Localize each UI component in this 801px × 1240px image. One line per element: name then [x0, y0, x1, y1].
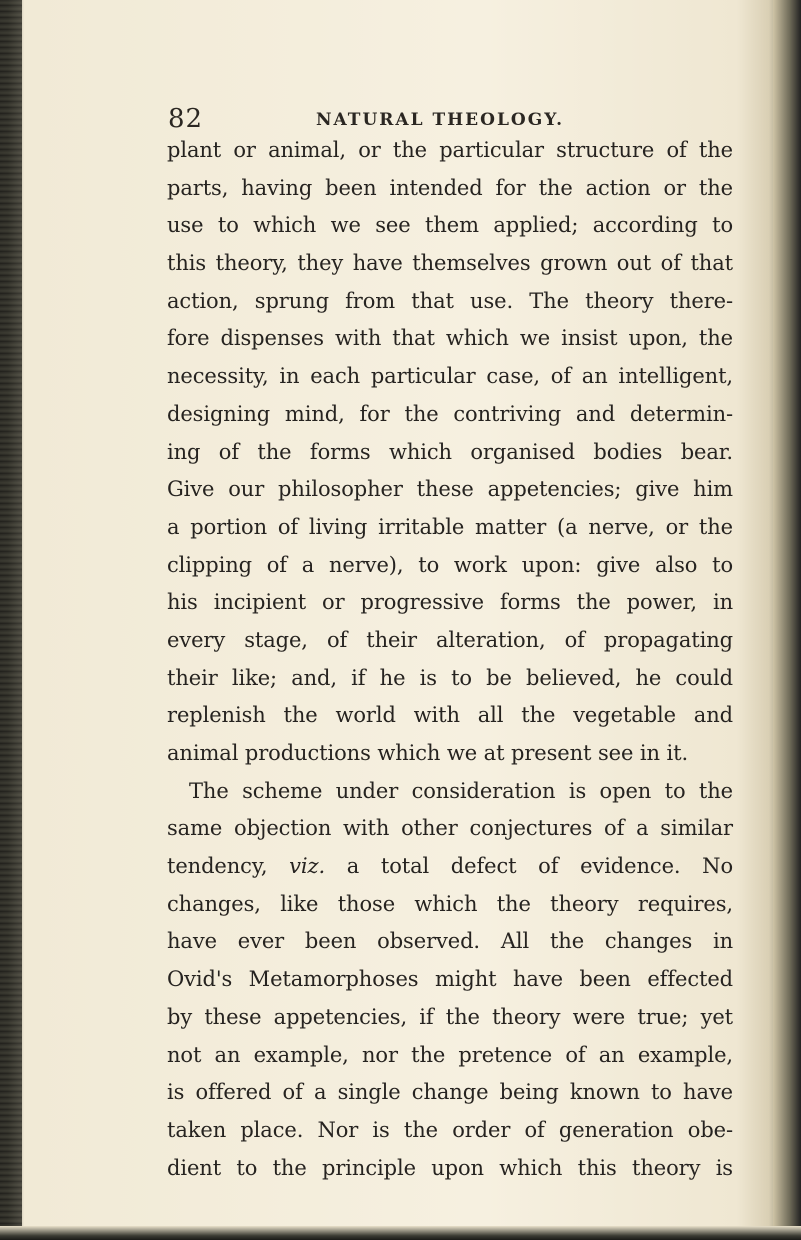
- text-line: fore dispenses with that which we insist upon, the: [167, 326, 733, 351]
- page-edge-bottom: [0, 1226, 801, 1240]
- text-line: their like; and, if he is to be believed, he could: [167, 665, 733, 690]
- text-line: a portion of living irritable matter (a nerve, or the: [167, 514, 733, 539]
- text-line: dient to the principle upon which this theory is: [167, 1155, 733, 1180]
- text-line: have ever been observed. All the changes in: [167, 929, 733, 954]
- text-line: The scheme under consideration is open to the: [189, 778, 733, 803]
- text-line: parts, having been intended for the action or the: [167, 175, 733, 200]
- text-line: clipping of a nerve), to work upon: give also to: [167, 552, 733, 577]
- running-head: NATURAL THEOLOGY.: [316, 110, 565, 130]
- text-line: ing of the forms which organised bodies bear.: [167, 439, 733, 464]
- page-edge-right: [773, 0, 801, 1240]
- text-line: necessity, in each particular case, of an intelligent,: [167, 364, 733, 389]
- binding-edge: [0, 0, 22, 1240]
- text-line: animal productions which we at present see in it.: [167, 741, 689, 765]
- text-line: designing mind, for the contriving and determin-: [167, 401, 733, 426]
- text-line: same objection with other conjectures of a similar: [167, 816, 733, 841]
- text-line: not an example, nor the pretence of an example,: [167, 1042, 733, 1067]
- text-line: every stage, of their alteration, of propagating: [167, 627, 733, 652]
- text-line: Give our philosopher these appetencies; give him: [167, 477, 733, 502]
- text-line: his incipient or progressive forms the power, in: [167, 590, 733, 615]
- text-line: use to which we see them applied; according to: [167, 213, 733, 238]
- text-line: by these appetencies, if the theory were true; yet: [167, 1004, 733, 1029]
- text-line: is offered of a single change being known to have: [167, 1080, 733, 1105]
- text-line-with-italic: [167, 848, 733, 886]
- text-line: replenish the world with all the vegetable and: [167, 703, 733, 728]
- text-line: Ovid's Metamorphoses might have been effected: [167, 967, 733, 992]
- text-line: changes, like those which the theory requires,: [167, 891, 733, 916]
- page-header: [168, 104, 728, 134]
- body-text: [167, 132, 733, 1187]
- text-line: action, sprung from that use. The theory there-: [167, 288, 733, 313]
- text-line: plant or animal, or the particular structure of the: [167, 138, 733, 162]
- italic-viz: viz.: [289, 854, 326, 879]
- text-segment: a total defect of evidence. No: [346, 854, 733, 879]
- text-line: this theory, they have themselves grown out of that: [167, 251, 733, 276]
- text-line: taken place. Nor is the order of generation obe-: [167, 1117, 733, 1142]
- page-number: 82: [168, 104, 204, 134]
- text-segment: tendency,: [167, 854, 268, 879]
